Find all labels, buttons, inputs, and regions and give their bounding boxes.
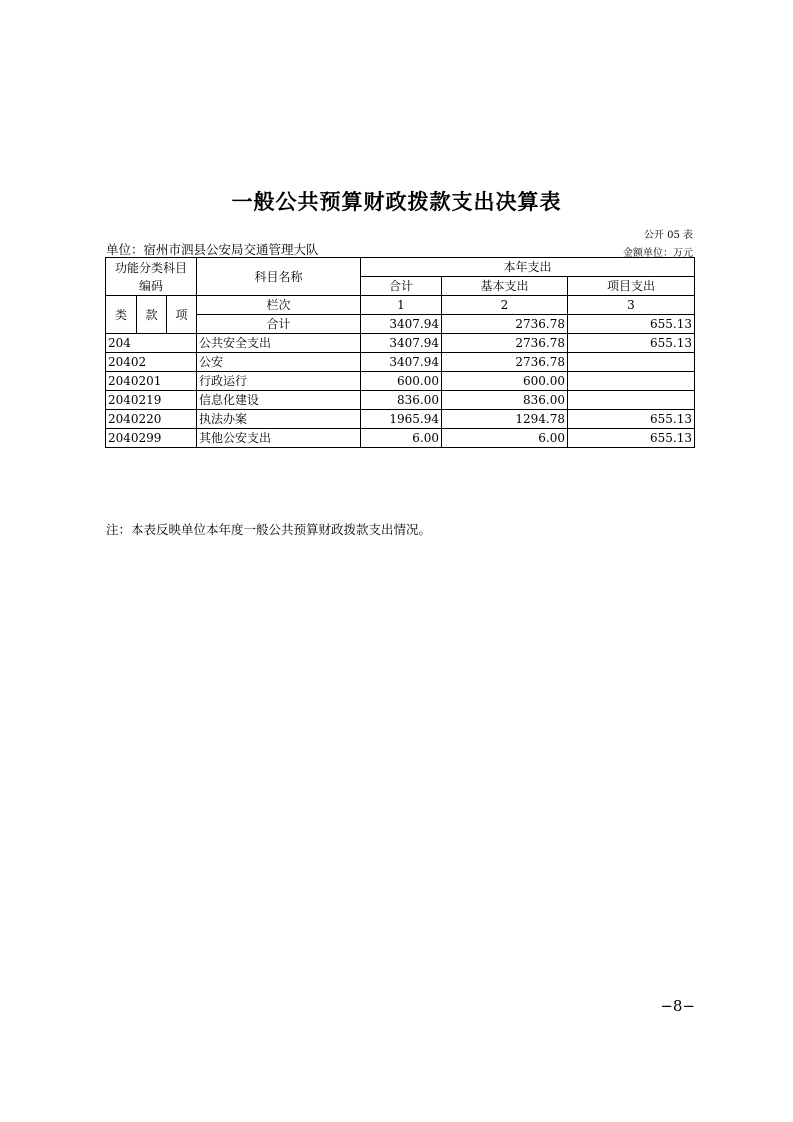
row-name: 其他公安支出 (197, 429, 361, 448)
row-code: 2040219 (106, 391, 197, 410)
row-basic: 2736.78 (442, 353, 568, 372)
row-total: 1965.94 (361, 410, 442, 429)
total-header: 合计 (361, 277, 442, 296)
col3-index: 3 (568, 296, 695, 315)
row-basic: 600.00 (442, 372, 568, 391)
table-row (106, 410, 695, 429)
column-index-label: 栏次 (197, 296, 361, 315)
row-name: 公安 (197, 353, 361, 372)
lei-header: 类 (106, 296, 137, 334)
table-row (106, 429, 695, 448)
row-code: 2040201 (106, 372, 197, 391)
table-row (106, 334, 695, 353)
row-name: 信息化建设 (197, 391, 361, 410)
table-row (106, 391, 695, 410)
row-code: 2040299 (106, 429, 197, 448)
row-total: 6.00 (361, 429, 442, 448)
xiang-header: 项 (167, 296, 197, 334)
project-header: 项目支出 (568, 277, 695, 296)
kuan-header: 款 (137, 296, 167, 334)
page-title: 一般公共预算财政拨款支出决算表 (231, 190, 562, 214)
row-code: 2040220 (106, 410, 197, 429)
row-name: 公共安全支出 (197, 334, 361, 353)
row-name: 执法办案 (197, 410, 361, 429)
footnote: 注：本表反映单位本年度一般公共预算财政拨款支出情况。 (106, 522, 432, 537)
table-row (106, 372, 695, 391)
year-expense-header: 本年支出 (361, 258, 695, 277)
name-header: 科目名称 (197, 258, 361, 296)
col1-index: 1 (361, 296, 442, 315)
basic-header: 基本支出 (442, 277, 568, 296)
header-row-1 (106, 258, 695, 277)
form-number: 公开 05 表 (643, 230, 693, 241)
col2-index: 2 (442, 296, 568, 315)
row-total: 3407.94 (361, 334, 442, 353)
budget-table (105, 257, 695, 448)
row-total: 600.00 (361, 372, 442, 391)
sum-basic: 2736.78 (442, 315, 568, 334)
table-row (106, 353, 695, 372)
row-total: 836.00 (361, 391, 442, 410)
code-header: 功能分类科目 编码 (106, 258, 197, 296)
row-project: 655.13 (568, 334, 695, 353)
row-name: 行政运行 (197, 372, 361, 391)
row-project: 655.13 (568, 410, 695, 429)
unit-name: 单位：宿州市泗县公安局交通管理大队 (106, 242, 319, 257)
sum-label: 合计 (197, 315, 361, 334)
row-total: 3407.94 (361, 353, 442, 372)
column-index-row (106, 296, 695, 315)
row-basic: 2736.78 (442, 334, 568, 353)
row-project (568, 391, 695, 410)
sum-project: 655.13 (568, 315, 695, 334)
row-basic: 6.00 (442, 429, 568, 448)
row-project: 655.13 (568, 429, 695, 448)
page-number: −8− (660, 997, 695, 1015)
row-basic: 836.00 (442, 391, 568, 410)
row-basic: 1294.78 (442, 410, 568, 429)
row-project (568, 372, 695, 391)
sum-total: 3407.94 (361, 315, 442, 334)
money-unit: 金额单位：万元 (623, 248, 693, 259)
row-code: 20402 (106, 353, 197, 372)
row-code: 204 (106, 334, 197, 353)
row-project (568, 353, 695, 372)
